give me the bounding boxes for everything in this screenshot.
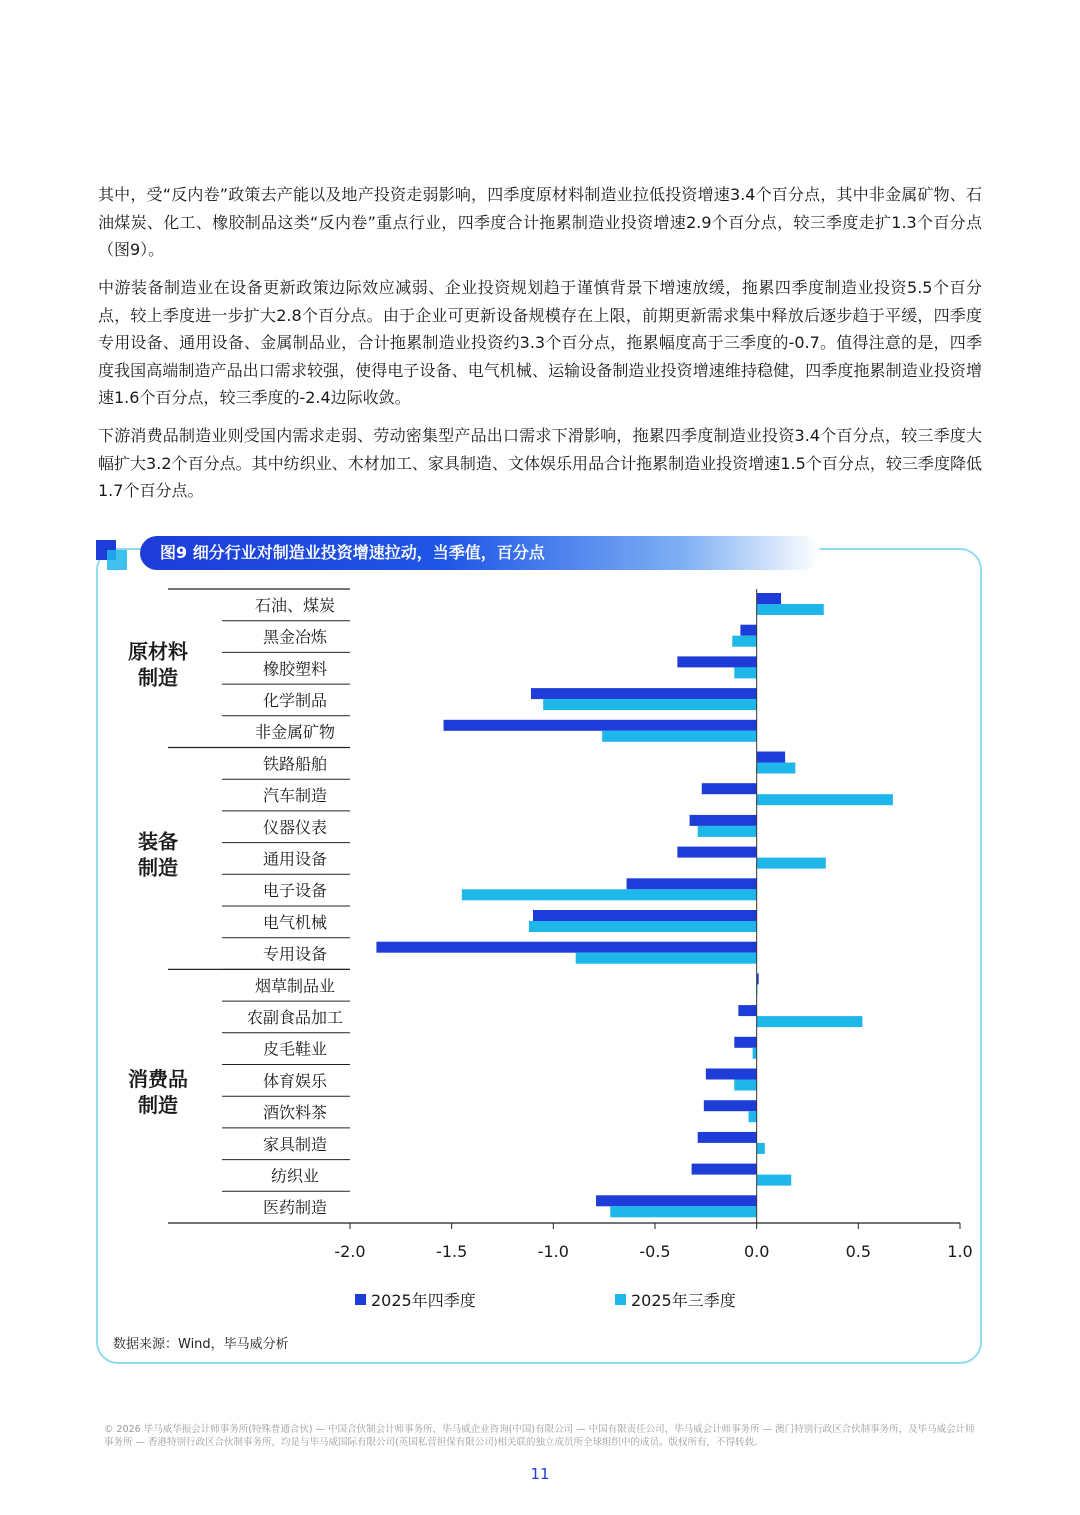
bar-q3 [757,1175,792,1186]
bar-q4 [376,942,756,953]
paragraph-3: 下游消费品制造业则受国内需求走弱、劳动密集型产品出口需求下滑影响，拖累四季度制造业投资3.4个百分点，较三季度大幅扩大3.2个百分点。其中纺织业、木材加工、家具制造、文体娱乐用品合计拖累制造业投资增速1.5个百分点，较三季度降低1.7个百分点。 [98,426,982,500]
bar-q4 [596,1195,757,1206]
bar-q4 [734,1037,756,1048]
bar-q3 [529,921,757,932]
category-label: 医药制造 [262,1198,328,1218]
category-label: 铁路船舶 [262,754,328,774]
bar-q3 [734,1080,756,1091]
x-tick-label: -0.5 [639,1242,671,1261]
bar-q3 [753,1048,757,1059]
bar-q3 [757,1016,863,1027]
x-tick-label: -1.0 [537,1242,569,1261]
legend-swatch [615,1294,626,1305]
x-tick-label: 1.0 [947,1242,973,1261]
bar-q4 [444,720,757,731]
bar-q3 [734,667,756,678]
bar-q4 [704,1100,757,1111]
category-label: 酒饮料茶 [262,1103,328,1123]
bar-q3 [732,636,756,647]
bar-q3 [757,763,796,774]
bar-q4 [706,1069,757,1080]
category-label: 专用设备 [262,944,328,964]
legend-label: 2025年四季度 [371,1291,476,1310]
bar-q4 [627,878,757,889]
x-tick-label: -1.5 [436,1242,468,1261]
bar-q4 [698,1132,757,1143]
category-label: 烟草制品业 [254,976,336,996]
bar-q3 [757,1143,765,1154]
category-label: 化学制品 [262,690,328,710]
bar-q4 [757,752,785,763]
group-label: 制造 [138,1093,178,1118]
category-label: 农副食品加工 [246,1007,344,1027]
category-label: 通用设备 [262,849,328,869]
paragraph-1: 其中，受“反内卷”政策去产能以及地产投资走弱影响，四季度原材料制造业拉低投资增速3.4个百分点，其中非金属矿物、石油煤炭、化工、橡胶制品这类“反内卷”重点行业，四季度合计拖累制造业投资增速2.9个百分点，较三季度走扩1.3个百分点（图9）。 [98,185,982,259]
category-label: 橡胶塑料 [262,659,328,679]
group-label: 制造 [138,665,178,690]
bar-q4 [690,815,757,826]
category-label: 仪器仪表 [262,817,328,837]
legend-label: 2025年三季度 [631,1291,736,1310]
category-label: 非金属矿物 [254,722,336,742]
data-source: 数据来源：Wind，毕马威分析 [113,1337,289,1352]
copyright-footer: © 2026 毕马威华振会计师事务所(特殊普通合伙) — 中国合伙制会计师事务所，毕马威企业咨询(中国)有限公司 — 中国有限责任公司，毕马威会计师事务所 — 澳门特别行政区合伙制事务所，及毕马威会计师事务所 — 香港特别行政区合伙制事务所，均是与毕马威国际有限公司(英国私营担保有限公司)相关联的独立成员所全球组织中的成员。版权所有，不得转载。 [104,1424,975,1448]
bar-q3 [462,889,757,900]
bar-q3 [757,858,826,869]
category-label: 体育娱乐 [262,1071,328,1091]
category-label: 家具制造 [262,1134,328,1154]
bar-q4 [740,625,756,636]
x-tick-label: 0.5 [845,1242,872,1261]
bar-q4 [677,656,756,667]
bar-q4 [757,593,781,604]
bar-q4 [692,1164,757,1175]
group-label: 消费品 [128,1067,188,1092]
bar-q4 [533,910,757,921]
legend-swatch [355,1294,366,1305]
group-label: 制造 [138,855,178,880]
bar-q4 [531,688,757,699]
category-label: 黑金冶炼 [262,627,328,647]
category-label: 电气机械 [262,912,328,932]
category-label: 皮毛鞋业 [262,1039,328,1059]
category-label: 电子设备 [262,881,328,901]
bar-q3 [757,794,893,805]
bar-q4 [738,1005,756,1016]
bar-q3 [602,731,757,742]
figure-title: 图9 细分行业对制造业投资增速拉动，当季值，百分点 [160,543,545,562]
bar-q3 [698,826,757,837]
x-tick-label: -2.0 [334,1242,366,1261]
bar-q3 [757,604,824,615]
group-label: 装备 [138,829,178,854]
category-label: 石油、煤炭 [254,595,336,615]
category-label: 纺织业 [270,1166,320,1186]
x-tick-label: 0.0 [743,1242,770,1261]
bar-q4 [702,783,757,794]
bar-q3 [543,699,757,710]
bar-q4 [677,847,756,858]
paragraph-2: 中游装备制造业在设备更新政策边际效应减弱、企业投资规划趋于谨慎背景下增速放缓，拖累四季度制造业投资5.5个百分点，较上季度进一步扩大2.8个百分点。由于企业可更新设备规模存在上限，前期更新需求集中释放后逐步趋于平缓，四季度专用设备、通用设备、金属制品业，合计拖累制造业投资约3.3个百分点，拖累幅度高于三季度的-0.7。值得注意的是，四季度我国高端制造产品出口需求较强，使得电子设备、电气机械、运输设备制造业投资增速维持稳健，四季度拖累制造业投资增速1.6个百分点，较三季度的-2.4边际收敛。 [98,278,982,407]
page-number: 11 [530,1465,550,1483]
category-label: 汽车制造 [262,786,328,806]
bar-q3 [749,1111,757,1122]
bar-q3 [610,1206,756,1217]
bar-q3 [576,953,757,964]
group-label: 原材料 [128,639,188,664]
